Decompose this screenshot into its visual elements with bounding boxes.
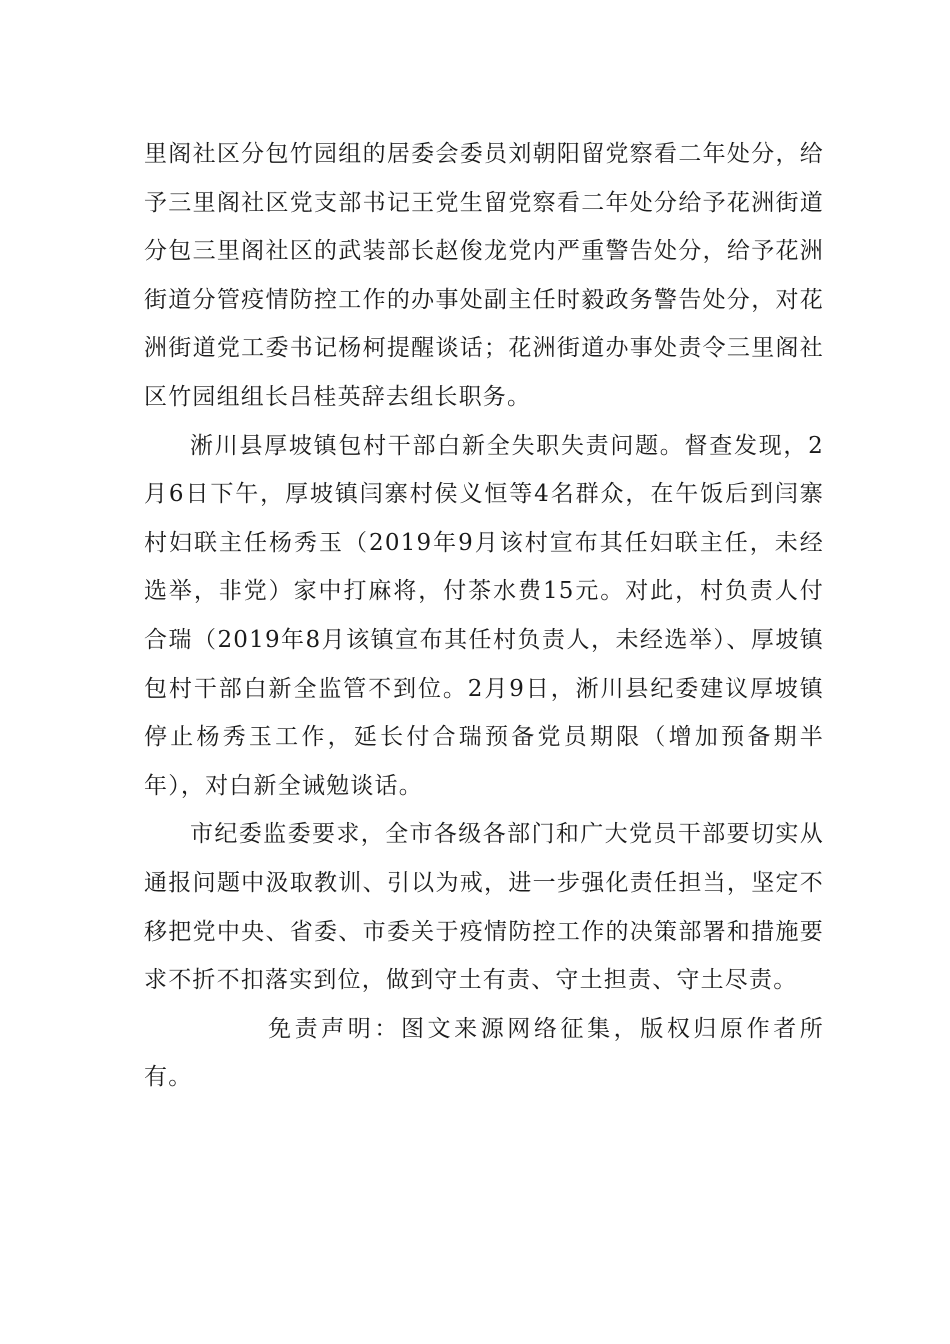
paragraph-xichuan-case: 淅川县厚坡镇包村干部白新全失职失责问题。督查发现，2月6日下午，厚坡镇闫寨村侯义恒等4名群众，在午饭后到闫寨村妇联主任杨秀玉（2019年9月该村宣布其任妇联主任，未经选举，非党）家中打麻将，付茶水费15元。对此，村负责人付合瑞（2019年8月该镇宣布其任村负责人，未经选举）、厚坡镇包村干部白新全监管不到位。2月9日，淅川县纪委建议厚坡镇停止杨秀玉工作，延长付合瑞预备党员期限（增加预备期半年），对白新全诫勉谈话。 <box>144 432 824 799</box>
disclaimer: 免责声明：图文来源网络征集，版权归原作者所有。 <box>144 1015 824 1091</box>
paragraph-commission-requirements: 市纪委监委要求，全市各级各部门和广大党员干部要切实从通报问题中汲取教训、引以为戒，进一步强化责任担当，坚定不移把党中央、省委、市委关于疫情防控工作的决策部署和措施要求不折不扣落实到位，做到守土有责、守土担责、守土尽责。 <box>144 821 824 994</box>
document-body <box>144 130 824 1102</box>
paragraph-disciplinary-actions: 里阁社区分包竹园组的居委会委员刘朝阳留党察看二年处分，给予三里阁社区党支部书记王党生留党察看二年处分给予花洲街道分包三里阁社区的武装部长赵俊龙党内严重警告处分，给予花洲街道分管疫情防控工作的办事处副主任时毅政务警告处分，对花洲街道党工委书记杨柯提醒谈话；花洲街道办事处责令三里阁社区竹园组组长吕桂英辞去组长职务。 <box>144 141 824 410</box>
